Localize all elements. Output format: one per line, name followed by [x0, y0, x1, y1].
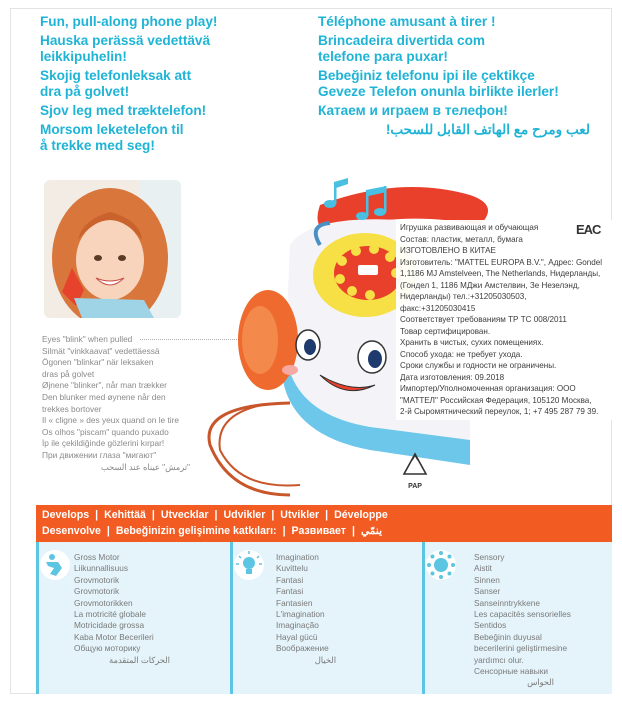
skill-line: Fantasi — [276, 586, 304, 597]
skill-line: Sentidos — [474, 620, 507, 631]
info-line: 1,1186 MJ Amstelveen, The Netherlands, Нидерланды, — [400, 269, 601, 278]
slogan-line: Hauska perässä vedettävä — [40, 33, 211, 48]
regulatory-info — [396, 220, 612, 420]
skill-line: Les capacités sensorielles — [474, 609, 571, 620]
feature-line: Den blunker med øynene når den — [42, 391, 166, 402]
skill-line: yardımcı olur. — [474, 654, 524, 665]
develops-banner — [36, 505, 612, 542]
feature-line: При движении глаза "мигают" — [42, 449, 157, 460]
slogan-line: Geveze Telefon onunla birlikte ilerler! — [318, 84, 559, 99]
info-line: Соответствует требованиям ТР ТС 008/2011 — [400, 315, 567, 324]
skill-line: Sensory — [474, 552, 505, 562]
banner-word: Développe — [334, 509, 388, 521]
feature-line: Eyes "blink" when pulled — [42, 334, 133, 344]
info-line: "МАТТЕЛ" Российская Федерация, 105120 Москва, — [400, 395, 592, 405]
feature-line: Os olhos "piscam" quando puxado — [42, 426, 169, 437]
feature-line: Silmät "vinkkaavat" vedettäessä — [42, 345, 160, 356]
recycling-mark — [398, 452, 432, 492]
skill-line: Fantasi — [276, 574, 304, 585]
skill-line: Kaba Motor Becerileri — [74, 631, 154, 642]
skill-column-gross-motor — [74, 552, 244, 666]
feature-line: trekkes bortover — [42, 403, 102, 414]
skill-line: Liikunnallisuus — [74, 563, 128, 574]
banner-word: Развивает — [291, 525, 346, 537]
info-line: Импортер/Уполномоченная организация: ООО — [400, 384, 576, 393]
slogan-line-arabic: لعب ومرح مع الهاتف القابل للسحب! — [385, 122, 590, 137]
feature-line: dras på golvet — [42, 368, 95, 379]
skill-line: Imagination — [276, 552, 319, 562]
info-line: (Гондел 1, 1186 МДжи Амстелвин, Зе Незелэнд, — [400, 280, 580, 290]
banner-row-2: Desenvolve | Bebeğinizin gelişimine katkıları: | Развивает | ينمّي — [42, 525, 383, 537]
skill-line: becerilerini geliştirmesine — [474, 643, 568, 654]
skill-line: La motricité globale — [74, 609, 146, 620]
skill-line: Motricidade grossa — [74, 620, 145, 631]
info-line: Нидерланды) тел.:+31205030503, — [400, 292, 527, 301]
gross-motor-icon — [38, 548, 72, 582]
skill-line-arabic: الحواس — [527, 677, 554, 688]
slogans-left — [40, 14, 310, 154]
skill-line: Fantasien — [276, 597, 313, 608]
info-line: Товар сертифицирован. — [400, 326, 491, 336]
pap-label: PAP — [408, 483, 422, 490]
info-line: Способ ухода: не требует ухода. — [400, 349, 523, 359]
feature-line: Øjnene "blinker", når man trækker — [42, 380, 167, 391]
skill-line: Sinnen — [474, 574, 500, 585]
skill-line: Sanseinntrykkene — [474, 597, 540, 608]
skill-line-arabic: الحركات المتقدمة — [109, 654, 170, 665]
banner-word: Bebeğinizin gelişimine katkıları: — [115, 525, 277, 537]
skill-line: Imaginação — [276, 620, 319, 631]
skill-line: Bebeğinin duyusal — [474, 631, 542, 642]
skill-line: Grovmotorikken — [74, 597, 133, 608]
feature-line: Il « cligne » des yeux quand on le tire — [42, 415, 179, 426]
slogan-line: telefone para puxar! — [318, 49, 448, 64]
slogan-line: Катаем и играем в телефон! — [318, 103, 508, 118]
child-photo — [44, 180, 181, 318]
recycle-icon — [400, 452, 430, 478]
skill-line: Общую моторику — [74, 643, 141, 654]
banner-word: Udvikler — [223, 509, 266, 521]
info-line: Хранить в чистых, сухих помещениях. — [400, 338, 544, 347]
slogan-line: Morsom leketelefon til — [40, 122, 184, 137]
banner-word: Kehittää — [104, 509, 146, 521]
banner-word: Utvikler — [280, 509, 320, 521]
slogan-line: leikkipuhelin! — [40, 49, 127, 64]
info-line: Игрушка развивающая и обучающая — [400, 223, 539, 232]
slogan-line: Téléphone amusant à tirer ! — [318, 14, 496, 29]
info-line: 2-й Сыромятнический переулок, 1; +7 495 287 79 39. — [400, 407, 599, 416]
skill-line: Grovmotorik — [74, 586, 120, 597]
slogans-right — [318, 14, 608, 138]
info-line: Дата изготовления: 09.2018 — [400, 372, 505, 382]
skill-line: Воображение — [276, 643, 329, 654]
banner-word: ينمّي — [360, 525, 383, 537]
skill-line: Сенсорные навыки — [474, 666, 548, 677]
banner-word: Desenvolve — [42, 525, 101, 537]
info-line: Сроки службы и годности не ограничены. — [400, 361, 557, 370]
skill-line: Kuvittelu — [276, 563, 308, 574]
info-line: Изготовитель: "MATTEL EUROPA B.V.", Адрес: Gondel — [400, 257, 603, 267]
slogan-line: Fun, pull-along phone play! — [40, 14, 218, 29]
skill-line: Hayal gücü — [276, 631, 318, 642]
feature-line: "ترمش" عيناه عند السحب — [100, 461, 190, 472]
skill-line: Gross Motor — [74, 552, 120, 562]
slogan-line: Brincadeira divertida com — [318, 33, 485, 48]
info-line: Состав: пластик, металл, бумага — [400, 234, 523, 244]
info-line: факс:+31205030415 — [400, 303, 476, 313]
skill-column-imagination — [276, 552, 446, 666]
music-notes-icon — [322, 176, 390, 226]
feature-line: Ögonen "blinkar" när leksaken — [42, 357, 154, 368]
banner-word: Utvecklar — [160, 509, 209, 521]
slogan-line: å trekke med seg! — [40, 138, 155, 153]
feature-line: İp ile çekildiğinde gözlerini kırpar! — [42, 438, 165, 449]
banner-word: Develops — [42, 509, 90, 521]
skill-line: Aistit — [474, 563, 492, 574]
skill-line-arabic: الخيال — [314, 654, 336, 665]
info-line: ИЗГОТОВЛЕНО В КИТАЕ — [400, 246, 496, 255]
skill-line: Sanser — [474, 586, 501, 597]
skill-column-sensory — [474, 552, 604, 689]
slogan-line: dra på golvet! — [40, 84, 130, 99]
skill-line: Grovmotorik — [74, 574, 120, 585]
banner-row-1: Develops | Kehittää | Utvecklar | Udvikler | Utvikler | Développe — [42, 509, 388, 521]
slogan-line: Bebeğiniz telefonu ipi ile çektikçe — [318, 68, 535, 83]
skill-line: L'imagination — [276, 609, 325, 620]
eac-mark: EAC — [576, 222, 601, 237]
slogan-line: Sjov leg med træktelefon! — [40, 103, 207, 118]
slogan-line: Skojig telefonleksak att — [40, 68, 192, 83]
